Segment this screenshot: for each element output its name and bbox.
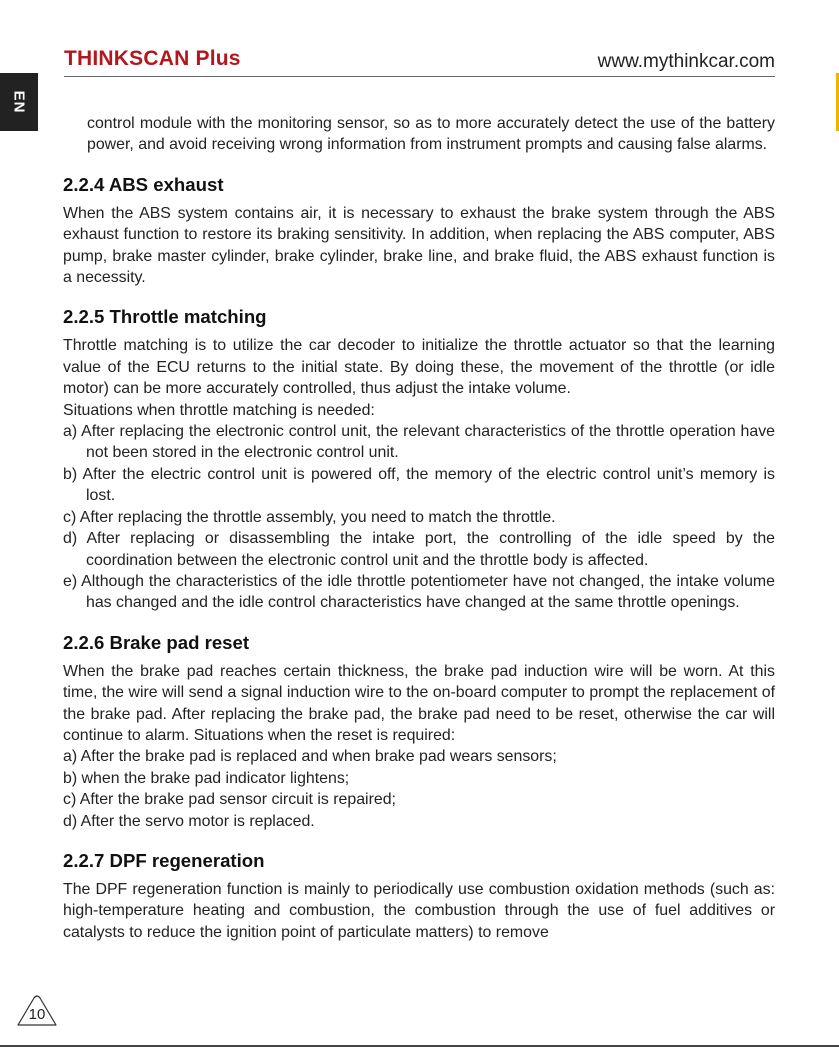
list-item: a) After replacing the electronic control unit, the relevant characteristics of the throttle operation have not been stored in the electronic control unit. bbox=[63, 423, 775, 462]
dpf-regeneration-body: The DPF regeneration function is mainly to periodically use combustion oxidation methods (such as: high-temperature heating and combustion, the combustion through the use of fuel additives or catalysts to reduce the ignition point of particulate matters) to remove bbox=[63, 880, 775, 941]
brake-pad-reset-body: When the brake pad reaches certain thickness, the brake pad induction wire will be worn. At this time, the wire will send a signal induction wire to the on-board computer to prompt the replacement of the brake pad. After replacing the brake pad, the brake pad need to be reset, otherwise the car will continue to alarm. Situations when the reset is required: bbox=[63, 662, 775, 744]
intro-paragraph: control module with the monitoring sensor, so as to more accurately detect the use of the battery power, and avoid receiving wrong information from instrument prompts and causing false alarms. bbox=[87, 115, 775, 154]
list-item: c) After replacing the throttle assembly, you need to match the throttle. bbox=[63, 508, 556, 526]
page-content bbox=[63, 113, 775, 943]
section-title-dpf-regeneration: 2.2.7 DPF regeneration bbox=[63, 849, 265, 871]
throttle-situations-label: Situations when throttle matching is needed: bbox=[63, 401, 375, 419]
list-item: e) Although the characteristics of the idle throttle potentiometer have not changed, the intake volume has changed and the idle control characteristics have changed at the same throttle openings. bbox=[63, 572, 775, 612]
page-number: 10 bbox=[28, 1006, 46, 1023]
list-item: d) After replacing or disassembling the intake port, the controlling of the idle speed by the coordination between the electronic control unit and the throttle body is affected. bbox=[63, 530, 775, 569]
section-title-throttle-matching: 2.2.5 Throttle matching bbox=[63, 306, 267, 328]
abs-exhaust-body: When the ABS system contains air, it is necessary to exhaust the brake system through the ABS exhaust function to restore its braking sensitivity. In addition, when replacing the ABS computer, ABS pump, brake master cylinder, brake cylinder, brake line, and brake fluid, the ABS exhaust function is a necessity. bbox=[63, 204, 775, 287]
language-tab[interactable] bbox=[0, 73, 38, 131]
language-tab-label: EN bbox=[10, 90, 28, 114]
list-item: a) After the brake pad is replaced and when brake pad wears sensors; bbox=[63, 748, 557, 766]
list-item: b) when the brake pad indicator lightens; bbox=[63, 769, 350, 787]
throttle-matching-body: Throttle matching is to utilize the car decoder to initialize the throttle actuator so that the learning value of the ECU returns to the initial state. By doing these, the movement of the throttle (or idle motor) can be more accurately controlled, thus adjust the intake volume. bbox=[63, 337, 775, 398]
section-title-abs-exhaust: 2.2.4 ABS exhaust bbox=[63, 173, 224, 195]
header-divider bbox=[64, 76, 775, 77]
list-item: d) After the servo motor is replaced. bbox=[63, 812, 315, 830]
page-number-badge bbox=[16, 995, 58, 1027]
brand-logo: THINKSCAN Plus bbox=[64, 47, 241, 70]
list-item: b) After the electric control unit is powered off, the memory of the electric control unit’s memory is lost. bbox=[63, 465, 775, 505]
list-item: c) After the brake pad sensor circuit is repaired; bbox=[63, 791, 396, 809]
section-title-brake-pad-reset: 2.2.6 Brake pad reset bbox=[63, 631, 250, 653]
website-url[interactable]: www.mythinkcar.com bbox=[597, 51, 775, 72]
